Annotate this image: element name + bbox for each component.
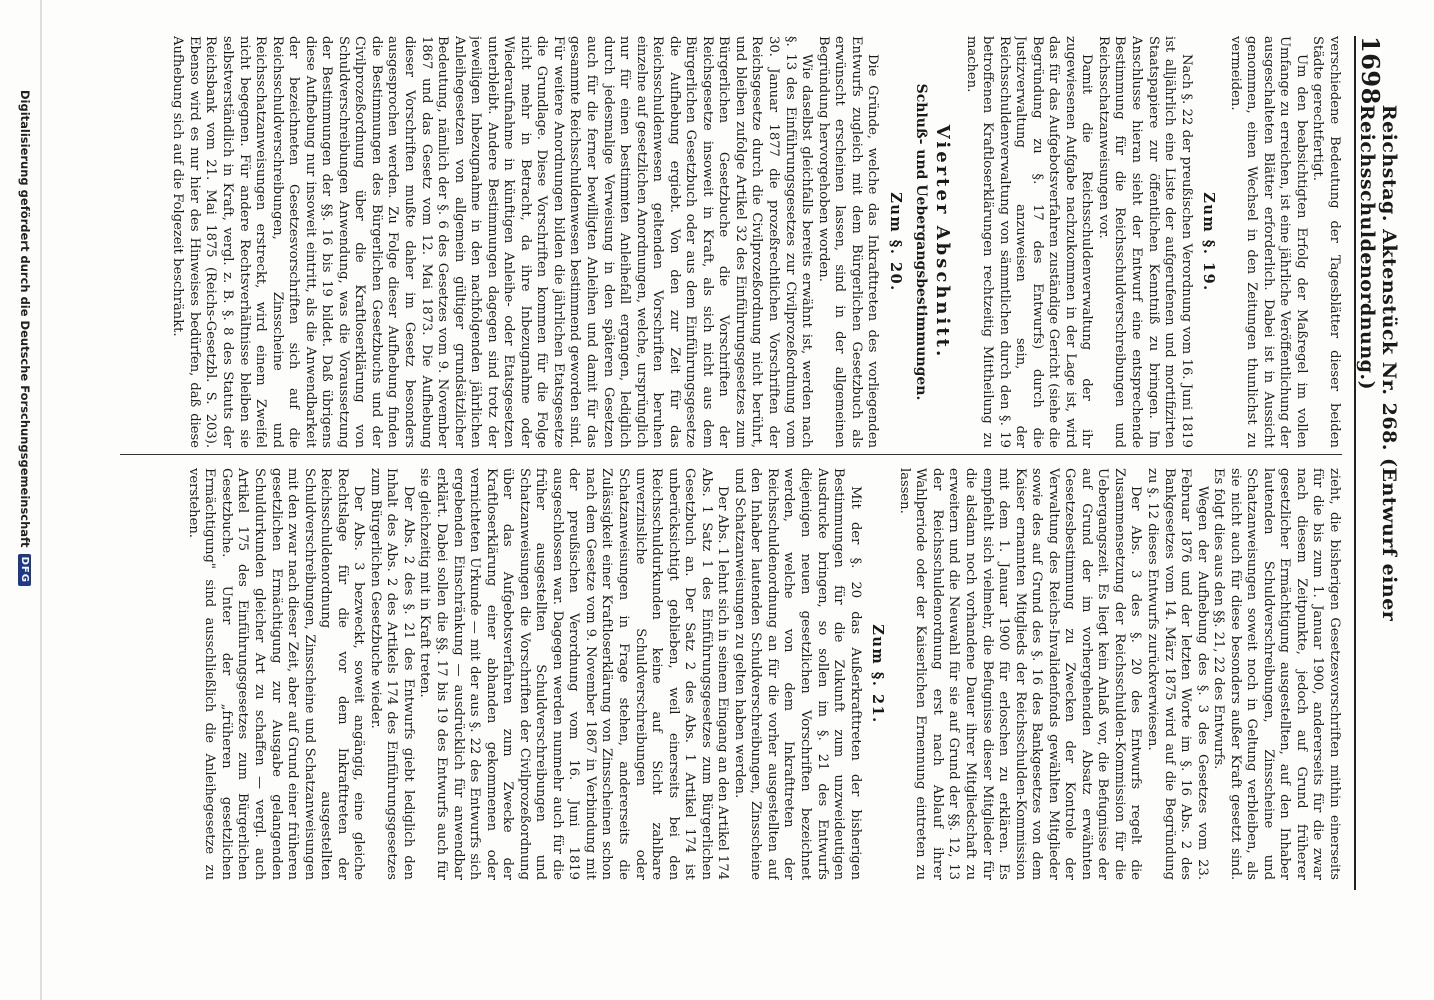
paragraph: zieht, die bisherigen Gesetzesvorschriften mithin einerseits für die bis zum 1. Januar 1900, andererseits für die zwar nach diesem Zeitpunkte, jedoch auf Grund früherer gesetzlicher Ermächtigung ausgestellten, auf den Inhaber lautenden Schuldverschreibungen, Zinsscheine und Schatzanweisungen soweit noch in Geltung verbleiben, als sie nicht auch für diese besonders außer Kraft gesetzt sind. Es folgt dies aus den §§. 21, 22 des Entwurfs. [1211, 468, 1342, 880]
paragraph: Der Abs. 3 bezweckt, soweit angängig, eine gleiche Rechtslage für die vor dem Inkrafttreten der Reichsschuldenordnung ausgestellten Schuldverschreibungen, Zinsscheine und Schatzanweisungen mit den zwar nach dieser Zeit, aber auf Grund einer früheren gesetzlichen Ermächtigung zur Ausgabe gelangenden Schuldurkunden gleicher Art zu schaffen — vergl. auch Artikel 175 des Einführungsgesetzes zum Bürgerlichen Gesetzbuche. Unter der „früheren gesetzlichen Ermächtigung" sind ausschließlich die Anleihegesetze zu verstehen. [185, 468, 367, 880]
paragraph: Wegen der Aufhebung des §. 3 des Gesetzes vom 23. Februar 1876 und der letzten Worte im §. 16 Abs. 2 des Bankgesetzes vom 14. März 1875 wird auf die Begründung zu §. 12 dieses Entwurfs zurückverwiesen. [1144, 468, 1210, 880]
right-column [26, 468, 1342, 880]
paragraph: Wie daselbst gleichfalls bereits erwähnt ist, werden nach §. 13 des Einführungsgesetzes zur Civilprozeßordnung vom 30. Januar 1877 die prozeßrechtlichen Vorschriften der Reichsgesetze durch die Civilprozeßordnung nicht berührt, und bleiben zufolge Artikel 32 des Einführungsgesetzes zum Bürgerlichen Gesetzbuche die Vorschriften der Reichsgesetze insoweit in Kraft, als sich nicht aus dem Bürgerlichen Gesetzbuch oder aus dem Einführungsgesetze die Aufhebung ergiebt. Von den zur Zeit für das Reichsschuldenwesen geltenden Vorschriften beruhen einzelne auf gesetzlichen Anordnungen, welche, ursprünglich nur für einen bestimmten Anleihefall ergangen, lediglich durch jedesmalige Verweisung in den späteren Gesetzen auch für die ferner bewilligten Anleihen und damit für das gesammte Reichsschuldenwesen bestimmend geworden sind. Für weitere Anordnungen bilden die jährlichen Etatsgesetze die Grundlage. Diese Vorschriften kommen für die Folge nicht mehr in Betracht, da ihre Inbezugnahme oder Wiederaufnahme in künftigen Anleihe- oder Etatsgesetzen unterbleibt. Andere Bestimmungen dagegen sind trotz der jeweiligen Inbezugnahme in den nachfolgenden jährlichen Anleihegesetzen von allgemein gültiger grundsätzlicher Bedeutung, nämlich der §. 6 des Gesetzes vom 9. November 1867 und das Gesetz vom 12. Mai 1873. Die Aufhebung dieser Vorschriften mußte daher im Gesetz besonders ausgesprochen werden. Zu Folge dieser Aufhebung finden die Bestimmungen des Bürgerlichen Gesetzbuchs und der Civilprozeßordnung über die Kraftloserklärung von Schuldverschreibungen Anwendung, was die Voraussetzung der Bestimmungen der §§. 16 bis 19 bildet. Daß übrigens diese Aufhebung nur insoweit eintritt, als die Anwendbarkeit der bezeichneten Gesetzesvorschriften sich auf die Reichsschuldverschreibungen, Zinsscheine und Reichsschatzanweisungen erstreckt, wird einem Zweifel nicht begegnen. Für andere Rechtsverhältnisse bleiben sie selbstverständlich in Kraft, vergl. z. B. §. 8 des Statuts der Reichsbank vom 21. Mai 1875 (Reichs-Gesetzbl. S. 203). Ebenso wird es nur hier des Hinweises bedürfen, daß diese Aufhebung sich auf die Folgezeit beschränkt. [170, 36, 815, 448]
paragraph: Um den beabsichtigten Erfolg der Maßregel im vollen Umfange zu erreichen, ist eine jährliche Veröffentlichung der ausgeschalteten Blätter erforderlich. Dabei ist in Aussicht genommen, einen Wechsel in den Zeitungen thunlichst zu vermeiden. [1227, 36, 1309, 448]
paragraph: Nach §. 22 der preußischen Verordnung vom 16. Juni 1819 ist alljährlich eine Liste der aufgerufenen und mortifizirten Staatspapiere zur öffentlichen Kenntniß zu bringen. Im Anschlusse hieran sieht der Entwurf eine entsprechende Bestimmung für die Reichsschuldverschreibungen und Reichsschatzanweisungen vor. [1095, 36, 1194, 448]
left-column [26, 36, 1342, 448]
paragraph: Der Abs. 3 des §. 20 des Entwurfs regelt die Zusammensetzung der Reichsschulden-Kommission für die Uebergangszeit. Es liegt kein Anlaß vor, die Befugnisse der auf Grund der im vorhergehenden Absatz erwähnten Gesetzesbestimmung zu Zwecken der Kontrole der Verwaltung des Reichs-Invalidenfonds gewählten Mitglieder sowie des auf Grund des §. 16 des Bankgesetzes von dem Kaiser ernannten Mitglieds der Reichsschulden-Kommission mit dem 1. Januar 1900 für erloschen zu erklären. Es empfiehlt sich vielmehr, die Befugnisse dieser Mitglieder für die alsdann noch vorhandene Dauer ihrer Mitgliedschaft zu erweitern und die Neuwahl für sie auf Grund der §§. 12, 13 der Reichsschuldenordnung erst nach Ablauf ihrer Wahlperiode oder der Kaiserlichen Ernennung eintreten zu lassen. [896, 468, 1144, 880]
chapter-title: Vierter Abschnitt. [931, 124, 953, 360]
section-heading-20: Zum §. 20. [886, 192, 904, 292]
column-divider [120, 454, 1342, 455]
paragraph: Die Gründe, welche das Inkrafttreten des vorliegenden Entwurfs zugleich mit dem Bürgerlichen Gesetzbuch als erwünscht erscheinen lassen, sind in der allgemeinen Begründung hervorgehoben worden. [815, 36, 881, 448]
paragraph: Der Abs. 1 lehnt sich in seinem Eingang an den Artikel 174 Abs. 1 Satz 1 des Einführungsgesetzes zum Bürgerlichen Gesetzbuch an. Der Satz 2 des Abs. 1 Artikel 174 ist unberücksichtigt geblieben, weil einerseits bei den Reichsschuldurkunden keine auf Sicht zahlbare unverzinsliche Schuldverschreibungen oder Schatzanweisungen in Frage stehen, andererseits die Zulässigkeit einer Kraftloserklärung von Zinsscheinen schon nach dem Gesetze vom 9. November 1867 in Verbindung mit der preußischen Verordnung vom 16. Juni 1819 ausgeschlossen war. Dagegen werden nunmehr auch für die früher ausgestellten Schuldverschreibungen und Schatzanweisungen die Vorschriften der Civilprozeßordnung über das Aufgebotsverfahren zum Zwecke der Kraftloserklärung einer abhanden gekommenen oder vernichteten Urkunde — mit der aus §. 22 des Entwurfs sich ergebenden Einschränkung — ausdrücklich für anwendbar erklärt. Dabei sollen die §§. 17 bis 19 des Entwurfs auch für sie gleichzeitig mit in Kraft treten. [417, 468, 731, 880]
running-title: Reichstag. Aktenstück Nr. 268. (Entwurf einer Reichsschuldenordnung.) [1356, 104, 1400, 622]
page-header [1354, 36, 1406, 890]
paragraph: Der Abs. 2 des §. 21 des Entwurfs giebt lediglich den Inhalt des Abs. 2 des Artikels 174 des Einführungsgesetzes zum Bürgerlichen Gesetzbuche wieder. [367, 468, 416, 880]
paragraph: Mit der §. 20 das Außerkrafttreten der bisherigen Bestimmungen für die Zukunft zum unzweideutigen Ausdrucke bringen, so sollen im §. 21 des Entwurfs diejenigen neuen gesetzlichen Vorschriften bezeichnet werden, welche von dem Inkrafttreten der Reichsschuldenordnung an für die vorher ausgestellten auf den Inhaber lautenden Schuldverschreibungen, Zinsscheine und Schatzanweisungen zu gelten haben werden. [731, 468, 863, 880]
section-heading-21: Zum §. 21. [869, 624, 887, 724]
digitization-footer [18, 90, 32, 990]
paragraph: Damit die Reichsschuldenverwaltung der ihr zugewiesenen Aufgabe nachzukommen in der Lage ist, wird das für das Aufgebotsverfahren zuständige Gericht (siehe die Begründung zu §. 17 des Entwurfs) durch die Justizverwaltung anzuweisen sein, der Reichsschuldenverwaltung von sämmtlichen durch den §. 19 betroffenen Kraftloserklärungen rechtzeitig Mittheilung zu machen. [963, 36, 1095, 448]
digitization-note: Digitalisierung gefördert durch die Deutsche Forschungsgemeinschaft [18, 90, 32, 548]
section-heading-19: Zum §. 19. [1200, 192, 1218, 292]
page-number: 1698 [1356, 36, 1385, 105]
scan-edge [40, 0, 42, 1000]
dfg-logo-icon: DFG [19, 554, 32, 586]
chapter-subtitle: Schluß- und Uebergangsbestimmungen. [913, 83, 930, 401]
paragraph: verschiedene Bedeutung der Tagesblätter dieser beiden Städte gerechtfertigt. [1310, 36, 1342, 448]
